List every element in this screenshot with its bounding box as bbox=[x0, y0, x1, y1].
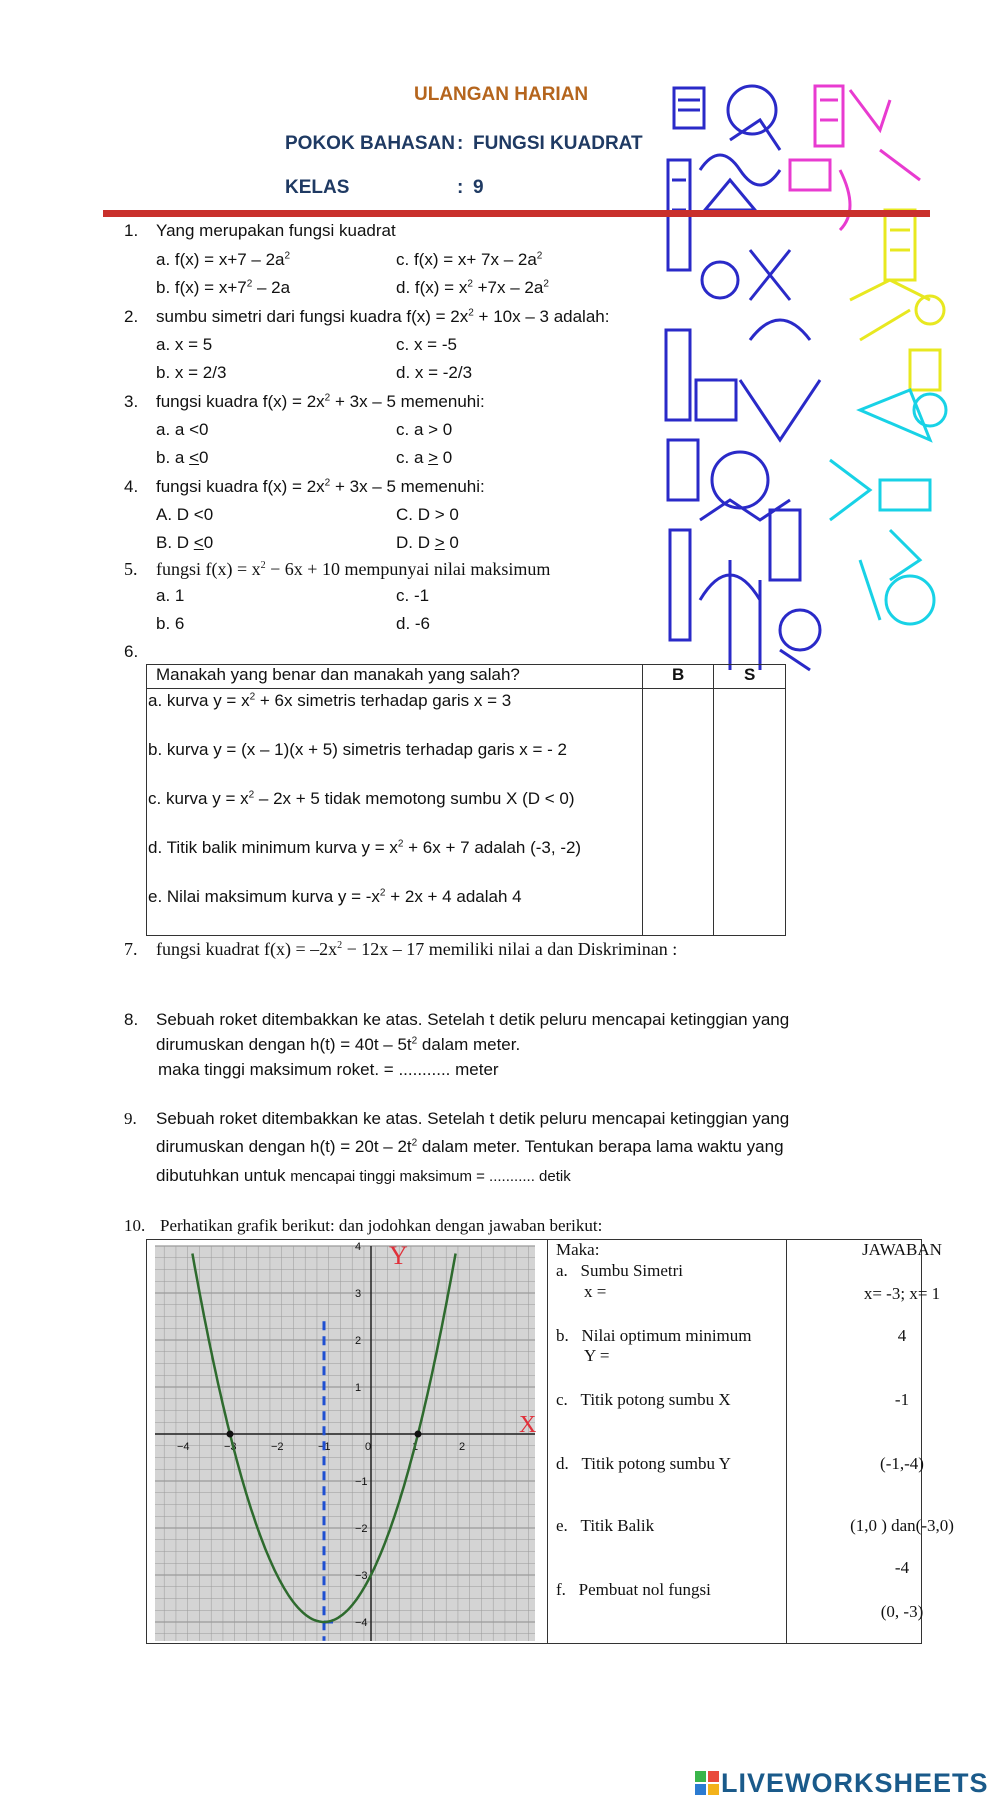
q6-true-false-table bbox=[146, 664, 786, 936]
liveworksheets-logo-icon bbox=[695, 1771, 719, 1795]
q1-option-b: b. $f(x) = x+7^2 - 2a$ bbox=[156, 278, 291, 297]
q6-answer-benar-cell[interactable] bbox=[642, 689, 714, 936]
q2-number: 2. bbox=[124, 307, 139, 326]
class-separator: : bbox=[457, 177, 464, 198]
q10-answer-3[interactable]: -1 bbox=[894, 1390, 910, 1409]
handwritten-x-label: X bbox=[519, 1412, 537, 1438]
liveworksheets-logo: LIVEWORKSHEETS bbox=[695, 1768, 989, 1799]
q6-statement-c: c. kurva $y = x^2 - 2x + 5$ tidak memotong sumbu X (D < 0) bbox=[148, 789, 575, 808]
q3-option-a: a. a <0 bbox=[156, 420, 209, 439]
x-tick-label: 1 bbox=[412, 1441, 419, 1453]
q10-item-d: d. Titik potong sumbu Y bbox=[556, 1454, 731, 1473]
q10-answer-6[interactable]: -4 bbox=[894, 1558, 910, 1577]
q1-question: Yang merupakan fungsi kuadrat bbox=[156, 221, 396, 240]
q10-item-e: e. Titik Balik bbox=[556, 1516, 655, 1535]
q3-question: fungsi kuadra $f(x) = 2x^2 + 3x - 5$ memenuhi: bbox=[156, 392, 485, 411]
q5-number: 5. bbox=[124, 559, 138, 579]
y-tick-label: 2 bbox=[355, 1335, 362, 1347]
root-point-right bbox=[415, 1431, 422, 1438]
q4-option-b: B. D <0 bbox=[156, 533, 214, 552]
q10-maka: Maka: bbox=[556, 1240, 600, 1259]
q10-answers-cell bbox=[787, 1240, 954, 1644]
q1-number: 1. bbox=[124, 221, 139, 240]
q3-number: 3. bbox=[124, 392, 139, 411]
q10-answer-2[interactable]: 4 bbox=[897, 1326, 907, 1345]
q10-answer-4[interactable]: (-1,-4) bbox=[880, 1454, 924, 1473]
topic-separator: : bbox=[457, 133, 464, 154]
x-tick-label: −4 bbox=[177, 1441, 190, 1453]
q9-line-1: Sebuah roket ditembakkan ke atas. Setelah t detik peluru mencapai ketinggian yang bbox=[156, 1109, 790, 1128]
q10-answer-1[interactable]: x= -3; x= 1 bbox=[863, 1284, 941, 1303]
q6-header: Manakah yang benar dan manakah yang salah? bbox=[147, 665, 643, 689]
q2-option-c: c. x = -5 bbox=[396, 335, 457, 354]
q10-item-a: a. Sumbu Simetri bbox=[556, 1261, 684, 1280]
q4-option-a: A. D <0 bbox=[156, 505, 214, 524]
q8-line-1: Sebuah roket ditembakkan ke atas. Setelah t detik peluru mencapai ketinggian yang bbox=[156, 1010, 790, 1029]
q7-number: 7. bbox=[124, 939, 138, 959]
q6-statement-b: b. kurva y = (x – 1)(x + 5) simetris terhadap garis x = - 2 bbox=[148, 740, 568, 759]
x-tick-label: −2 bbox=[271, 1441, 284, 1453]
q4-number: 4. bbox=[124, 477, 139, 496]
y-tick-label: −2 bbox=[355, 1523, 368, 1535]
q10-item-a-sub: x = bbox=[584, 1282, 607, 1301]
q4-option-c: C. D > 0 bbox=[396, 505, 459, 524]
class-value: 9 bbox=[473, 177, 484, 198]
topic-value: FUNGSI KUADRAT bbox=[473, 133, 643, 154]
cyan-formula-doodles bbox=[830, 390, 946, 624]
q10-questions-cell bbox=[548, 1240, 787, 1644]
q6-statement-a: a. kurva $y = x^2 + 6x$ simetris terhadap garis x = 3 bbox=[148, 691, 512, 710]
q5-question: fungsi $f(x) = x^2 - 6x + 10$ mempunyai nilai maksimum bbox=[156, 559, 551, 579]
q6-statement-d: d. Titik balik minimum kurva $y = x^2 + 6x + 7$ adalah (-3, -2) bbox=[148, 838, 582, 857]
q6-answer-salah-cell[interactable] bbox=[714, 689, 786, 936]
q10-item-b: b. Nilai optimum minimum bbox=[556, 1326, 752, 1345]
q10-graph-cell bbox=[147, 1240, 548, 1644]
q9-number: 9. bbox=[124, 1109, 137, 1128]
q5-option-b: b. 6 bbox=[156, 614, 185, 633]
q6-statement-e: e. Nilai maksimum kurva $y = -x^2 + 2x + 4$ adalah 4 bbox=[148, 887, 522, 906]
x-tick-label: −3 bbox=[224, 1441, 237, 1453]
q3-option-d: c. a > 0 bbox=[396, 448, 453, 467]
q10-answer-5[interactable]: (1,0 ) dan(-3,0) bbox=[850, 1516, 954, 1535]
q6-number: 6. bbox=[124, 642, 139, 661]
q4-question: fungsi kuadra $f(x) = 2x^2 + 3x - 5$ memenuhi: bbox=[156, 477, 485, 496]
q3-option-c: c. a > 0 bbox=[396, 420, 453, 439]
q1-option-a: a. $f(x) = x+7 - 2a^2$ bbox=[156, 250, 291, 269]
q2-option-b: b. x = 2/3 bbox=[156, 363, 227, 382]
q5-option-c: c. -1 bbox=[396, 586, 430, 605]
math-collage-image bbox=[660, 80, 960, 672]
worksheet-title: ULANGAN HARIAN bbox=[414, 84, 589, 105]
q4-option-d: D. D > 0 bbox=[396, 533, 459, 552]
y-tick-label: −3 bbox=[355, 1570, 368, 1582]
q10-item-f: f. Pembuat nol fungsi bbox=[556, 1580, 711, 1599]
q9-answer-line[interactable]: dibutuhkan untuk mencapai tinggi maksimum = ........... detik bbox=[156, 1166, 571, 1185]
q10-number: 10. bbox=[124, 1216, 146, 1235]
q2-question: sumbu simetri dari fungsi kuadra $f(x) = 2x^2 + 10x - 3$ adalah: bbox=[156, 307, 610, 326]
q6-statements bbox=[147, 689, 643, 936]
q8-number: 8. bbox=[124, 1010, 139, 1029]
q10-item-c: c. Titik potong sumbu X bbox=[556, 1390, 731, 1409]
x-tick-label: 2 bbox=[459, 1441, 466, 1453]
q7-question: fungsi kuadrat $f(x) = -2x^2 - 12x - 17$ memiliki nilai a dan Diskriminan : bbox=[156, 939, 678, 959]
x-tick-label: −1 bbox=[318, 1441, 331, 1453]
q1-option-d: d. $f(x) = x^2 +7x - 2a^2$ bbox=[396, 278, 549, 297]
q10-item-b-sub: Y = bbox=[584, 1346, 610, 1365]
q6-col-benar: B bbox=[642, 665, 714, 689]
q8-answer-line[interactable]: maka tinggi maksimum roket. = ........... meter bbox=[158, 1060, 499, 1079]
q10-answer-7[interactable]: (0, -3) bbox=[880, 1602, 924, 1621]
y-tick-label: −4 bbox=[355, 1617, 368, 1629]
x-tick-label: 0 bbox=[365, 1441, 372, 1453]
q10-question: Perhatikan grafik berikut: dan jodohkan dengan jawaban berikut: bbox=[160, 1216, 603, 1235]
q10-matching-table bbox=[146, 1239, 954, 1644]
blue-formula-doodles bbox=[666, 86, 820, 670]
class-label: KELAS bbox=[285, 177, 350, 198]
q2-option-d: d. x = -2/3 bbox=[396, 363, 473, 382]
q1-option-c: c. $f(x) = x+ 7x - 2a^2$ bbox=[396, 250, 543, 269]
y-tick-label: 4 bbox=[355, 1241, 362, 1253]
graph-background bbox=[155, 1246, 535, 1641]
q5-option-a: a. 1 bbox=[156, 586, 185, 605]
q5-option-d: d. -6 bbox=[396, 614, 431, 633]
q6-col-salah: S bbox=[714, 665, 786, 689]
q3-option-b: b. a <0 bbox=[156, 448, 209, 467]
parabola-graph bbox=[147, 1240, 547, 1645]
root-point-left bbox=[227, 1431, 234, 1438]
header-divider bbox=[103, 210, 930, 217]
magenta-formula-doodles bbox=[790, 86, 920, 230]
q2-option-a: a. x = 5 bbox=[156, 335, 213, 354]
q8-line-2: dirumuskan dengan $h(t) = 40t - 5t^2$ dalam meter. bbox=[156, 1035, 521, 1054]
topic-label: POKOK BAHASAN bbox=[285, 133, 455, 154]
q10-jawaban-header: JAWABAN bbox=[862, 1240, 942, 1259]
y-tick-label: 1 bbox=[355, 1382, 362, 1394]
y-tick-label: −1 bbox=[355, 1476, 368, 1488]
y-tick-label: 3 bbox=[355, 1288, 362, 1300]
q9-line-2: dirumuskan dengan $h(t) = 20t - 2t^2$ dalam meter. Tentukan berapa lama waktu yang bbox=[156, 1137, 784, 1156]
handwritten-y-label: Y bbox=[389, 1241, 408, 1270]
yellow-formula-doodles bbox=[850, 210, 944, 390]
